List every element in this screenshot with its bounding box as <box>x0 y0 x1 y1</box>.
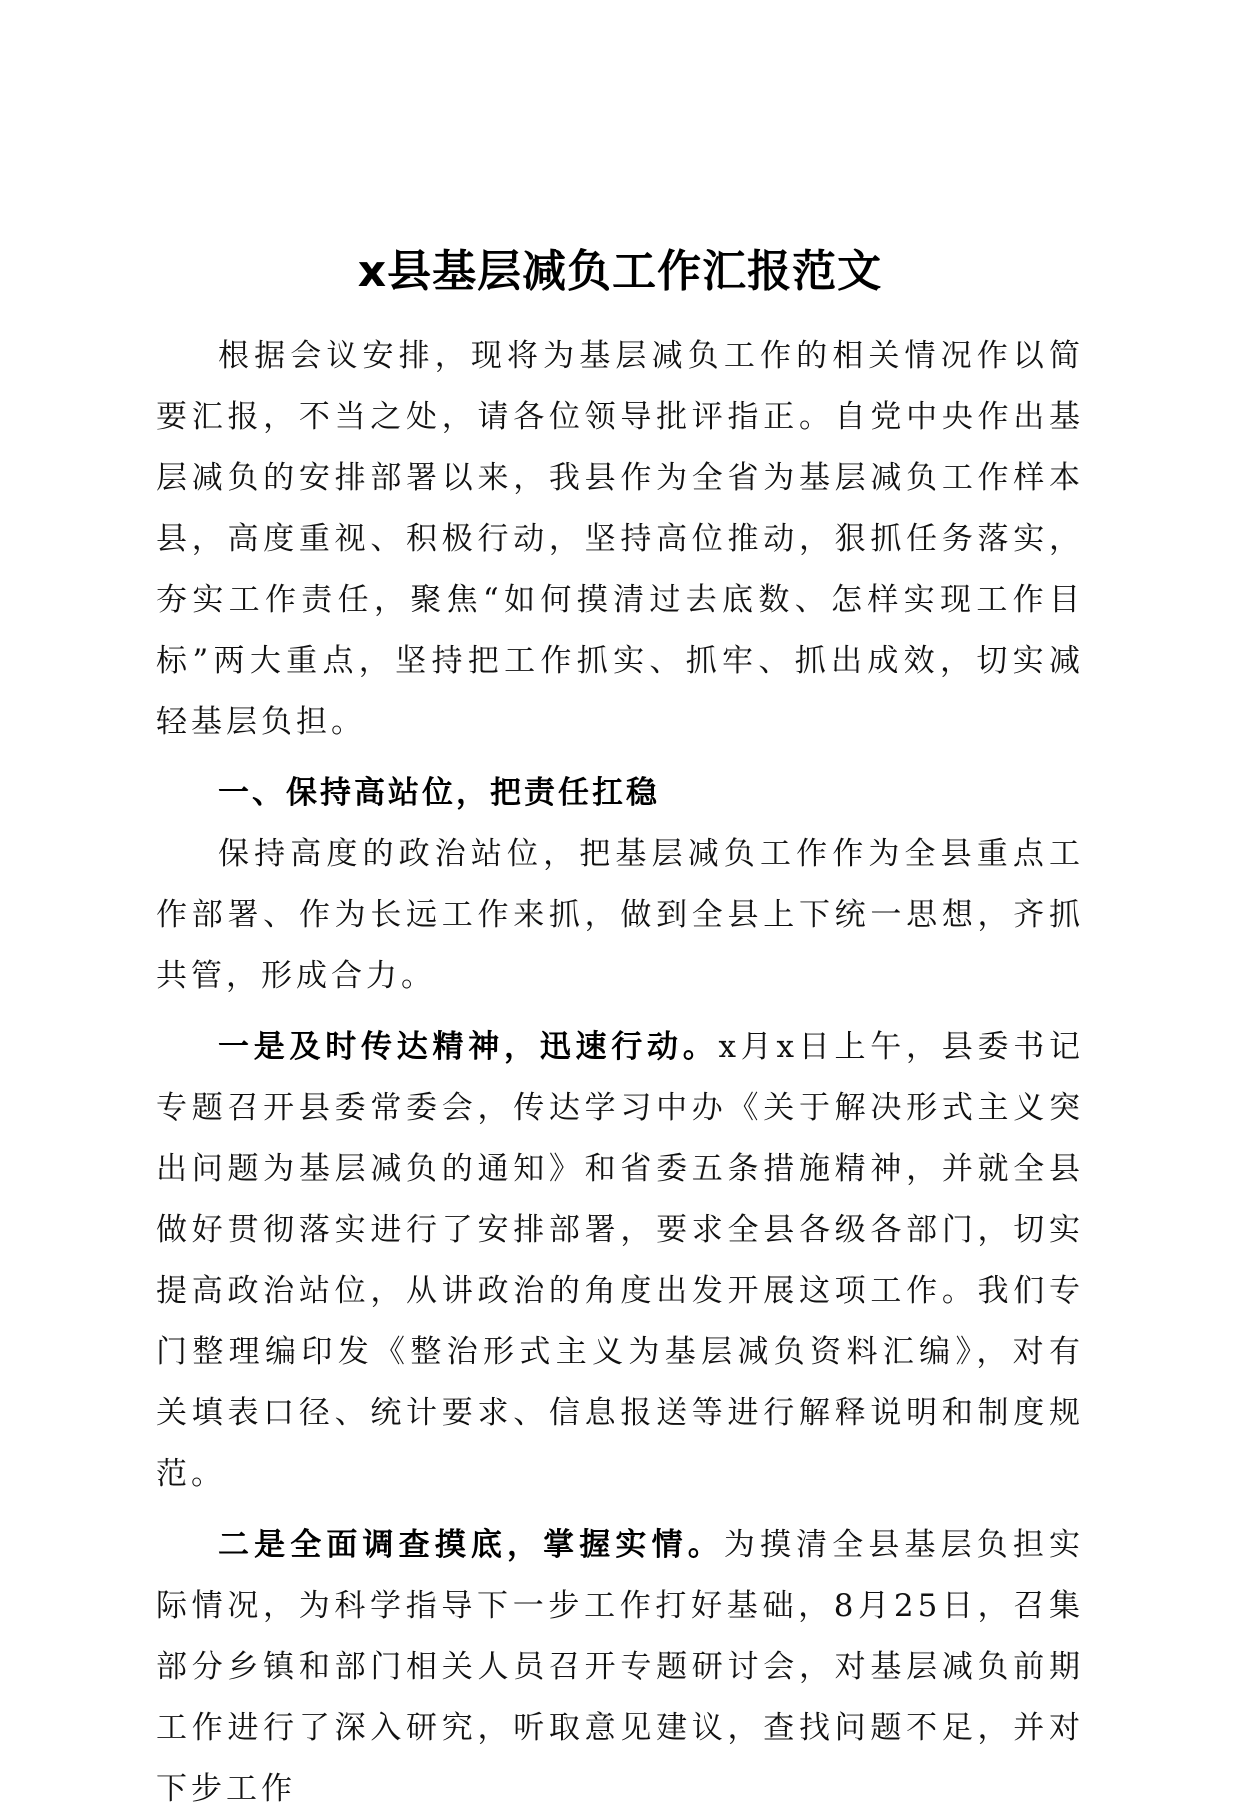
intro-paragraph: 根据会议安排，现将为基层减负工作的相关情况作以简要汇报，不当之处，请各位领导批评指正。自党中央作出基层减负的安排部署以来，我县作为全省为基层减负工作样本县，高度重视、积极行动，坚持高位推动，狠抓任务落实，夯实工作责任，聚焦“如何摸清过去底数、怎样实现工作目标”两大重点，坚持把工作抓实、抓牢、抓出成效，切实减轻基层负担。 <box>156 338 1084 740</box>
item-2-paragraph <box>156 1515 1084 1820</box>
document-title: x县基层减负工作汇报范文 <box>357 246 883 297</box>
spacer <box>156 753 1084 763</box>
item-2-lead: 二是全面调查摸底，掌握实情。 <box>218 1527 724 1563</box>
item-2-body: 为摸清全县基层负担实际情况，为科学指导下一步工作打好基础，8月25日，召集部分乡镇和部门相关人员召开专题研讨会，对基层减负前期工作进行了深入研究，听取意见建议，查找问题不足，并对下步工作 <box>156 1527 1085 1807</box>
item-1-paragraph <box>156 1017 1084 1505</box>
item-1-body: x月x日上午，县委书记专题召开县委常委会，传达学习中办《关于解决形式主义突出问题为基层减负的通知》和省委五条措施精神，并就全县做好贯彻落实进行了安排部署，要求全县各级各部门，切实提高政治站位，从讲政治的角度出发开展这项工作。我们专门整理编印发《整治形式主义为基层减负资料汇编》，对有关填表口径、统计要求、信息报送等进行解释说明和制度规范。 <box>156 1029 1085 1492</box>
section-heading-1: 一、保持高站位，把责任扛稳 <box>218 775 660 811</box>
section-1-paragraph: 保持高度的政治站位，把基层减负工作作为全县重点工作部署、作为长远工作来抓，做到全县上下统一思想，齐抓共管，形成合力。 <box>156 836 1084 994</box>
document-body <box>156 238 1084 1820</box>
item-1-lead: 一是及时传达精神，迅速行动。 <box>218 1029 719 1065</box>
spacer <box>156 1007 1084 1017</box>
spacer <box>156 1505 1084 1515</box>
